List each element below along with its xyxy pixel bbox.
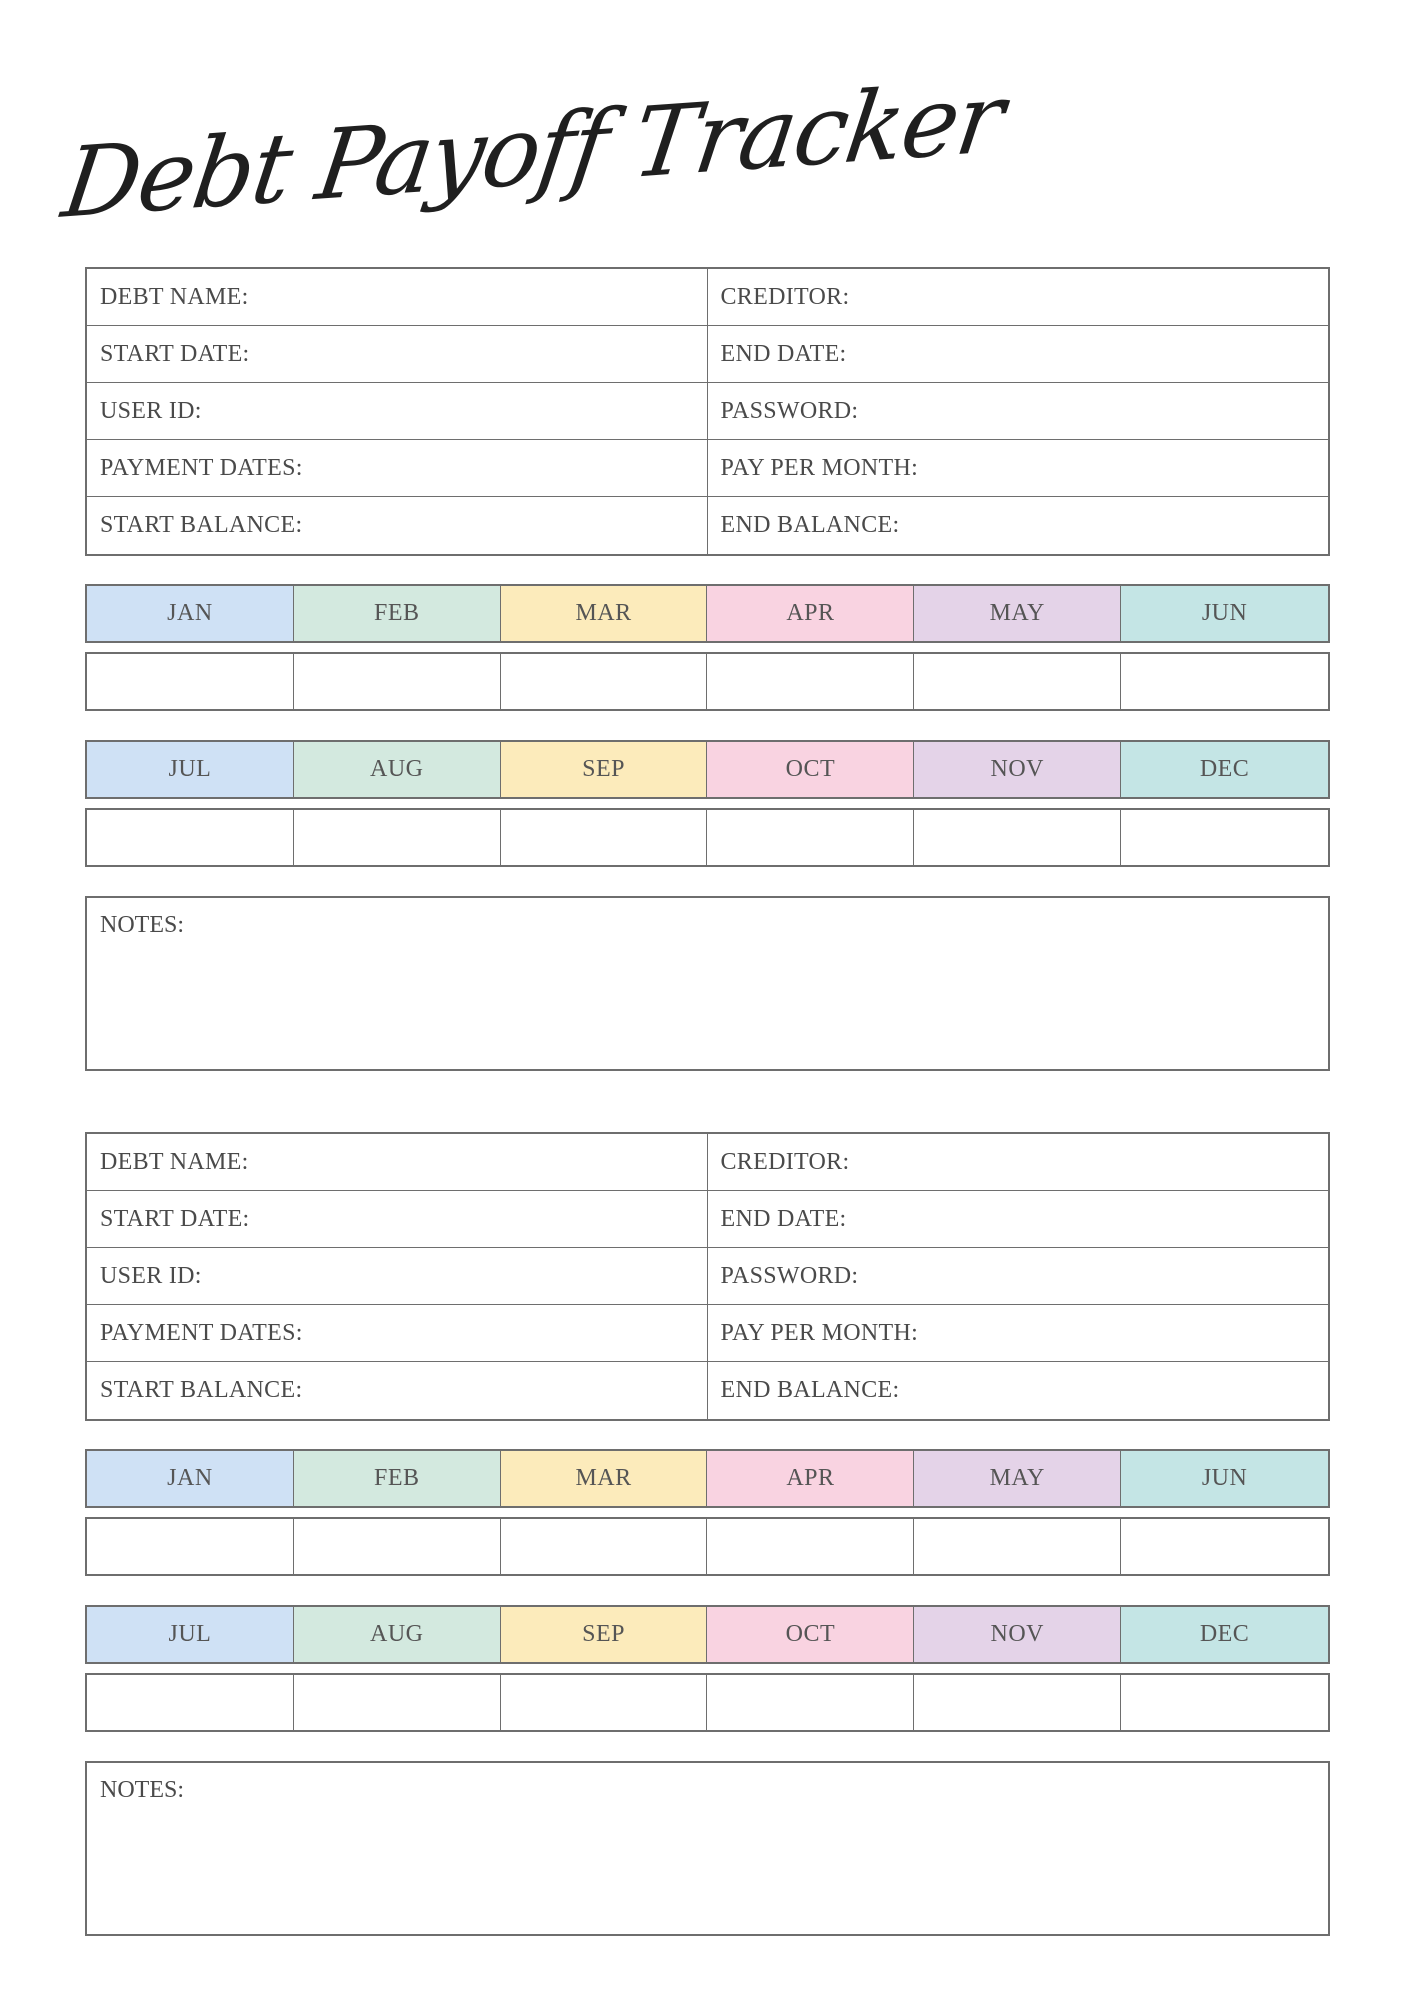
start-balance-field[interactable]: START BALANCE: (87, 497, 708, 554)
month-entry-jun[interactable] (1121, 654, 1328, 709)
page-title (56, 61, 1010, 295)
debt-name-field[interactable]: DEBT NAME: (87, 1134, 708, 1191)
month-entry-oct[interactable] (707, 1675, 914, 1730)
month-entry-sep[interactable] (501, 810, 708, 865)
month-header-feb: FEB (294, 1451, 501, 1506)
month-header-may: MAY (914, 1451, 1121, 1506)
month-entry-row-first (85, 652, 1330, 711)
debt-name-field[interactable]: DEBT NAME: (87, 269, 708, 326)
user-id-field[interactable]: USER ID: (87, 383, 708, 440)
month-header-jul: JUL (87, 1607, 294, 1662)
month-entry-feb[interactable] (294, 1519, 501, 1574)
title-text: Debt Payoff Tracker (56, 61, 1010, 240)
end-balance-field[interactable]: END BALANCE: (720, 512, 900, 538)
month-header-jun: JUN (1121, 1451, 1328, 1506)
creditor-field[interactable]: CREDITOR: (708, 1134, 1329, 1191)
month-entry-aug[interactable] (294, 1675, 501, 1730)
debt-info-table (85, 1132, 1330, 1421)
month-entry-dec[interactable] (1121, 1675, 1328, 1730)
month-header-mar: MAR (501, 1451, 708, 1506)
month-header-oct: OCT (707, 742, 914, 797)
month-header-mar: MAR (501, 586, 708, 641)
notes-label: NOTES: (100, 1777, 184, 1803)
password-field[interactable]: PASSWORD: (708, 1248, 1329, 1305)
start-date-field[interactable]: START DATE: (87, 1191, 708, 1248)
payment-dates-field[interactable]: PAYMENT DATES: (87, 1305, 708, 1362)
month-entry-dec[interactable] (1121, 810, 1328, 865)
start-date-field[interactable]: START DATE: (87, 326, 708, 383)
month-header-row-second (85, 740, 1330, 799)
pay-per-month-field[interactable]: PAY PER MONTH: (708, 1305, 1329, 1362)
debt-section-2 (85, 1132, 1330, 1936)
notes-label: NOTES: (100, 912, 184, 938)
month-header-nov: NOV (914, 742, 1121, 797)
start-balance-field[interactable]: START BALANCE: (87, 1362, 708, 1419)
end-date-field[interactable]: END DATE: (708, 326, 1329, 383)
month-entry-may[interactable] (914, 654, 1121, 709)
month-entry-jul[interactable] (87, 1675, 294, 1730)
debt-info-table (85, 267, 1330, 556)
month-entry-apr[interactable] (707, 1519, 914, 1574)
month-header-jan: JAN (87, 586, 294, 641)
month-entry-mar[interactable] (501, 1519, 708, 1574)
user-id-field[interactable]: USER ID: (87, 1248, 708, 1305)
month-header-dec: DEC (1121, 742, 1328, 797)
creditor-field[interactable]: CREDITOR: (708, 269, 1329, 326)
month-entry-jun[interactable] (1121, 1519, 1328, 1574)
month-entry-nov[interactable] (914, 1675, 1121, 1730)
month-entry-row-second (85, 1673, 1330, 1732)
month-header-row-first (85, 1449, 1330, 1508)
month-entry-oct[interactable] (707, 810, 914, 865)
month-entry-aug[interactable] (294, 810, 501, 865)
password-field[interactable]: PASSWORD: (708, 383, 1329, 440)
month-entry-jul[interactable] (87, 810, 294, 865)
month-entry-jan[interactable] (87, 654, 294, 709)
month-entry-jan[interactable] (87, 1519, 294, 1574)
month-header-oct: OCT (707, 1607, 914, 1662)
month-header-nov: NOV (914, 1607, 1121, 1662)
month-header-sep: SEP (501, 1607, 708, 1662)
month-header-jan: JAN (87, 1451, 294, 1506)
month-header-jul: JUL (87, 742, 294, 797)
month-header-aug: AUG (294, 1607, 501, 1662)
month-header-row-first (85, 584, 1330, 643)
title-script-lettering (56, 61, 1010, 295)
month-header-jun: JUN (1121, 586, 1328, 641)
payment-dates-field[interactable]: PAYMENT DATES: (87, 440, 708, 497)
month-header-apr: APR (707, 1451, 914, 1506)
month-header-apr: APR (707, 586, 914, 641)
month-header-aug: AUG (294, 742, 501, 797)
month-header-feb: FEB (294, 586, 501, 641)
month-header-dec: DEC (1121, 1607, 1328, 1662)
end-date-field[interactable]: END DATE: (708, 1191, 1329, 1248)
month-entry-feb[interactable] (294, 654, 501, 709)
month-entry-apr[interactable] (707, 654, 914, 709)
end-balance-field[interactable]: END BALANCE: (720, 1377, 900, 1403)
notes-box[interactable] (85, 1761, 1330, 1936)
month-header-may: MAY (914, 586, 1121, 641)
pay-per-month-field[interactable]: PAY PER MONTH: (708, 440, 1329, 497)
month-entry-row-first (85, 1517, 1330, 1576)
month-entry-mar[interactable] (501, 654, 708, 709)
debt-section-1 (85, 267, 1330, 1071)
notes-box[interactable] (85, 896, 1330, 1071)
month-header-row-second (85, 1605, 1330, 1664)
month-entry-nov[interactable] (914, 810, 1121, 865)
month-entry-row-second (85, 808, 1330, 867)
month-entry-may[interactable] (914, 1519, 1121, 1574)
month-header-sep: SEP (501, 742, 708, 797)
month-entry-sep[interactable] (501, 1675, 708, 1730)
